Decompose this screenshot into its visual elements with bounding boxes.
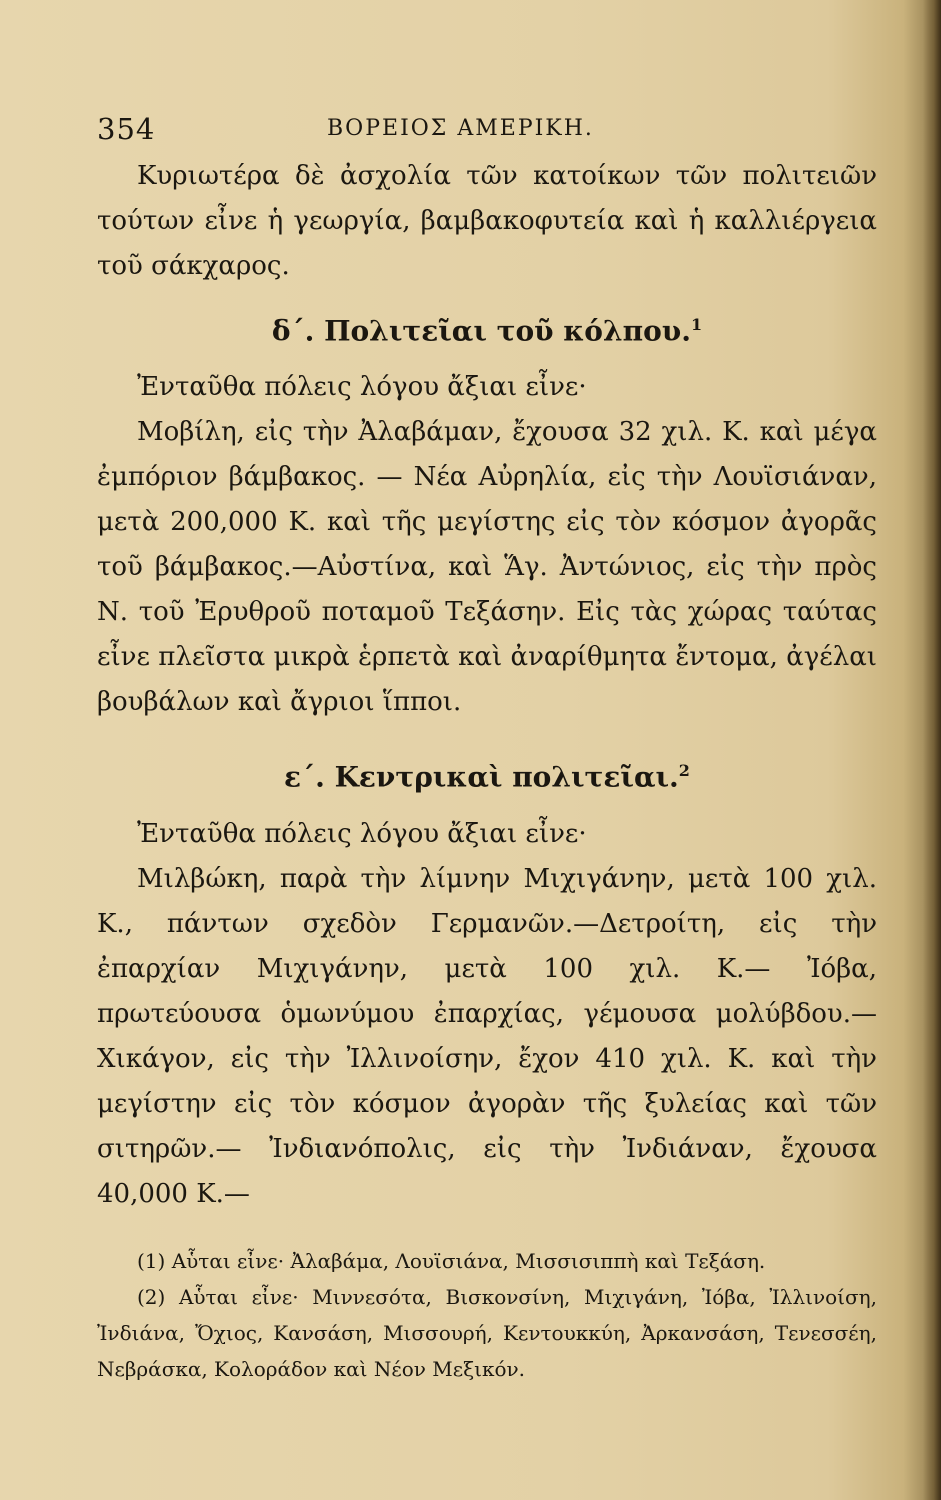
text-block [97,108,877,1387]
section-heading-e [97,751,877,797]
section-e-lead: Ἐνταῦθα πόλεις λόγου ἄξιαι εἶνε· [137,818,587,849]
intro-paragraph: Κυριωτέρα δὲ ἀσχολία τῶν κατοίκων τῶν πολιτειῶν τούτων εἶνε ἡ γεωργία, βαμβακοφυτεία καὶ ἡ καλλιέργεια τοῦ σάκχαρος. [97,161,877,281]
footnote-2: (2) Αὗται εἶνε· Μιννεσότα, Βισκονσίνη, Μιχιγάνη, Ἰόβα, Ἰλλινοίση, Ἰνδιάνα, Ὄχιος, Κανσάση, Μισσουρή, Κεντουκκύη, Ἀρκανσάση, Τενεσσέη, Νεβράσκα, Κολοράδον καὶ Νέον Μεξικόν. [97,1284,877,1381]
running-title: ΒΟΡΕΙΟΣ ΑΜΕΡΙΚΗ. [327,116,594,141]
section-e-body: Μιλβώκη, παρὰ τὴν λίμνην Μιχιγάνην, μετὰ 100 χιλ. Κ., πάντων σχεδὸν Γερμανῶν.—Δετροίτη, εἰς τὴν ἐπαρχίαν Μιχιγάνην, μετὰ 100 χιλ. Κ.— Ἰόβα, πρωτεύουσα ὁμωνύμου ἐπαρχίας, γέμουσα μολύβδου.—Χικάγον, εἰς τὴν Ἰλλινοίσην, ἔχον 410 χιλ. Κ. καὶ τὴν μεγίστην εἰς τὸν κόσμον ἀγορὰν τῆς ξυλείας καὶ τῶν σιτηρῶν.— Ἰνδιανόπολις, εἰς τὴν Ἰνδιάναν, ἔχουσα 40,000 Κ.— [97,863,877,1209]
section-heading-d-text: δ΄. Πολιτεῖαι τοῦ κόλπου. [271,314,691,348]
spacer [97,725,877,735]
page-edge-shadow [923,0,941,1500]
page-number: 354 [97,112,156,146]
footnote-ref-1: 1 [690,315,703,334]
section-heading-e-text: ε΄. Κεντρικαὶ πολιτεῖαι. [284,760,679,794]
footnote-1: (1) Αὗται εἶνε· Ἀλαβάμα, Λουϊσιάνα, Μισσισιππὴ καὶ Τεξάση. [137,1248,766,1273]
section-d-lead: Ἐνταῦθα πόλεις λόγου ἄξιαι εἶνε· [137,372,587,403]
page-header [97,108,877,154]
section-d-body: Μοβίλη, εἰς τὴν Ἀλαβάμαν, ἔχουσα 32 χιλ. Κ. καὶ μέγα ἐμπόριον βάμβακος. — Νέα Αὐρηλία, εἰς τὴν Λουϊσιάναν, μετὰ 200,000 Κ. καὶ τῆς μεγίστης εἰς τὸν κόσμον ἀγορᾶς τοῦ βάμβακος.—Αὐστίνα, καὶ Ἅγ. Ἀντώνιος, εἰς τὴν πρὸς Ν. τοῦ Ἐρυθροῦ ποταμοῦ Τεξάσην. Εἰς τὰς χώρας ταύτας εἶνε πλεῖστα μικρὰ ἑρπετὰ καὶ ἀναρίθμητα ἔντομα, ἀγέλαι βουβάλων καὶ ἄγριοι ἵπποι. [97,417,877,718]
footnotes [97,1243,877,1387]
section-heading-d [97,305,877,351]
footnote-ref-2: 2 [678,761,690,781]
